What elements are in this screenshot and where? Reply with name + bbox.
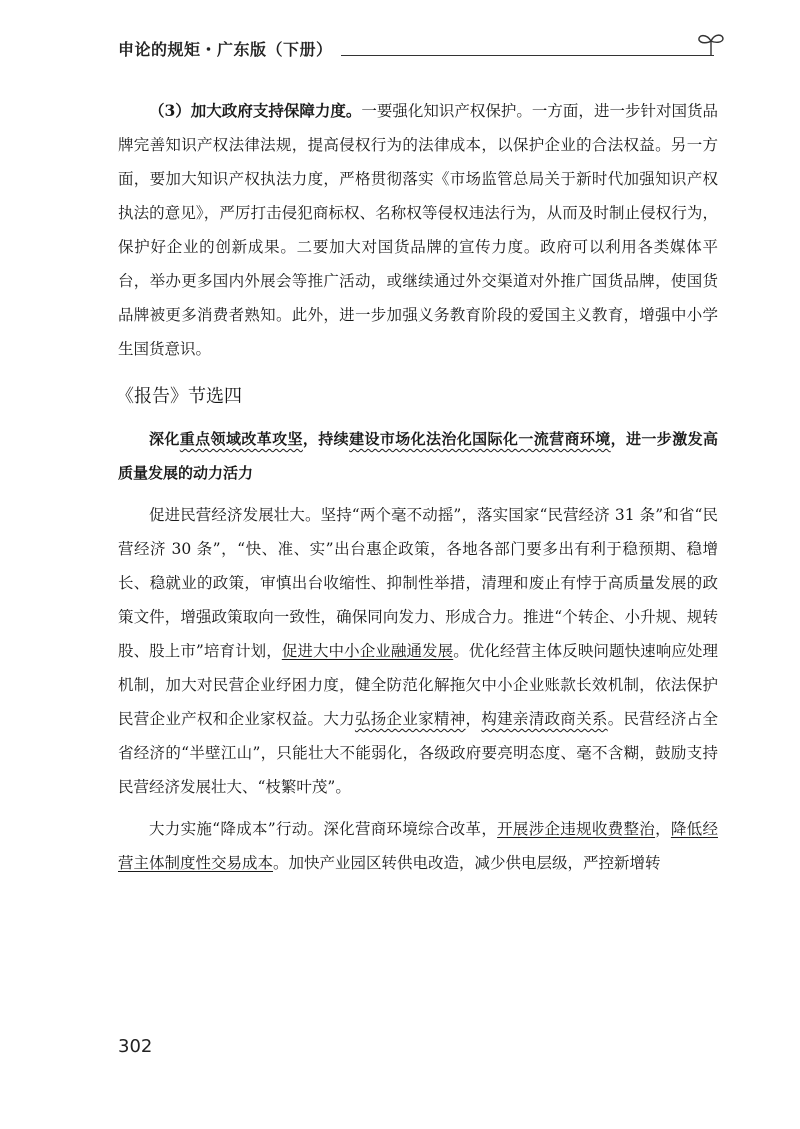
wavy-underlined-phrase: 弘扬企业家精神 <box>354 710 466 728</box>
subtitle-text: ，进一步激发高质量发展的动力活力 <box>118 430 718 482</box>
subtitle-text: ，持续 <box>302 430 350 448</box>
page-content <box>118 94 718 880</box>
paragraph-text: 。民营经济占全省经济的“半壁江山”，只能壮大不能弱化，各级政府要亮明态度、毫不含糊，鼓励支持民营经济发展壮大、“枝繁叶茂”。 <box>118 710 718 796</box>
section-subtitle <box>118 422 718 490</box>
paragraph-private-economy <box>118 498 718 804</box>
paragraph-text: 促进民营经济发展壮大。坚持“两个毫不动摇”，落实国家“民营经济 31 条”和省“民营经济 30 条”，“快、准、实”出台惠企政策，各地各部门要多出有利于稳预期、稳增长、稳就业的政策，审慎出台收缩性、抑制性举措，清理和废止有悖于高质量发展的政策文件，增强政策取向一致性，确保同向发力、形成合力。推进“个转企、小升规、规转股、股上市”培育计划， <box>118 506 718 660</box>
subtitle-emphasis: 重点领域改革攻坚 <box>179 430 303 448</box>
section-heading: 《报告》节选四 <box>116 386 242 407</box>
subtitle-emphasis: 建设市场化法治化国际化一流营商环境 <box>349 430 611 448</box>
running-header <box>118 36 718 60</box>
paragraph-text: 。优化经营主体反映问题快速响应处理机制，加大对民营企业纾困力度，健全防范化解拖欠中小企业账款长效机制，依法保护民营企业产权和企业家权益。大力 <box>118 642 718 728</box>
paragraph-text: 一要强化知识产权保护。一方面，进一步针对国货品牌完善知识产权法律法规，提高侵权行为的法律成本，以保护企业的合法权益。另一方面，要加大知识产权执法力度，严格贯彻落实《市场监管总局关于新时代加强知识产权执法的意见》，严厉打击侵犯商标权、名称权等侵权违法行为，从而及时制止侵权行为，保护好企业的创新成果。二要加大对国货品牌的宣传力度。政府可以利用各类媒体平台，举办更多国内外展会等推广活动，或继续通过外交渠道对外推广国货品牌，使国货品牌被更多消费者熟知。此外，进一步加强义务教育阶段的爱国主义教育，增强中小学生国货意识。 <box>118 102 718 358</box>
underlined-phrase: 开展涉企违规收费整治 <box>497 820 656 838</box>
paragraph-text: ， <box>465 710 482 728</box>
header-rule <box>341 55 714 56</box>
sprout-icon <box>696 30 726 58</box>
underlined-phrase: 促进大中小企业融通发展 <box>281 642 454 660</box>
paragraph-strengthen-support <box>118 94 718 366</box>
paragraph-text: 。加快产业园区转供电改造，减少供电层级，严控新增转 <box>273 854 661 872</box>
wavy-underlined-phrase: 构建亲清政商关系 <box>481 710 608 728</box>
paragraph-text: 大力实施“降成本”行动。深化营商环境综合改革， <box>149 820 498 838</box>
underlined-phrase: 降低经营主体制度性交易成本 <box>118 820 718 872</box>
subtitle-text: 深化 <box>149 430 180 448</box>
paragraph-heading: （3）加大政府支持保障力度。 <box>149 101 362 120</box>
page-number: 302 <box>118 1036 153 1057</box>
paragraph-reduce-costs <box>118 812 718 880</box>
paragraph-text: ， <box>655 820 671 838</box>
header-title: 申论的规矩・广东版（下册） <box>118 40 333 59</box>
